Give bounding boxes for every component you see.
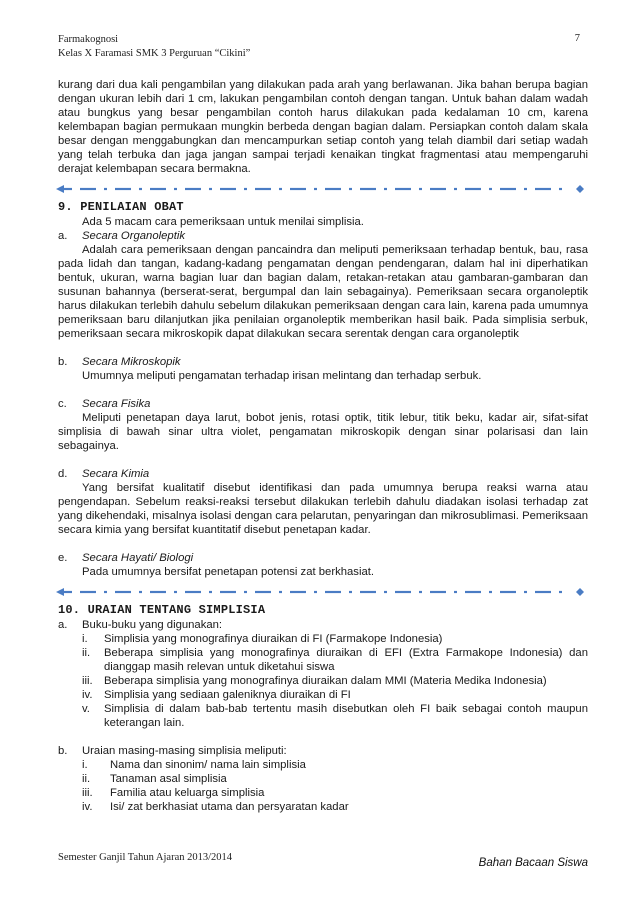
list-marker: iii. xyxy=(82,787,93,799)
section-9-title: 9. PENILAIAN OBAT xyxy=(58,200,184,214)
divider-line-icon xyxy=(54,181,588,197)
footer-label: Bahan Bacaan Siswa xyxy=(478,857,588,869)
list-marker: iii. xyxy=(82,675,93,687)
list-marker: i. xyxy=(82,759,88,771)
list-item xyxy=(82,632,588,646)
page-number: 7 xyxy=(574,33,580,44)
item-letter: e. xyxy=(58,552,68,564)
item-body: Yang bersifat kualitatif disebut identifikasi dan pada umumnya berupa reaksi warna atau pengendapan. Sebelum reaksi-reaksi tersebut dilakukan terlebih dahulu diadakan isolasi terhadap zat yang dikehendaki, misalnya isolasi dengan cara pelarutan, penyaringan dan mikrosublimasi. Pemeriksaan secara kimia yang bersifat kuantitatif disebut penetapan kadar. xyxy=(58,482,588,536)
list-text: Beberapa simplisia yang monografinya diuraikan di EFI (Extra Farmakope Indonesia) dan dianggap masih relevan untuk diketahui siswa xyxy=(104,647,588,673)
list-marker: ii. xyxy=(82,773,91,785)
list-marker: i. xyxy=(82,633,88,645)
list-item xyxy=(82,772,588,786)
books-list xyxy=(82,632,588,730)
footer-semester: Semester Ganjil Tahun Ajaran 2013/2014 xyxy=(58,852,233,863)
list-marker: iv. xyxy=(82,801,93,813)
item-title: Secara Kimia xyxy=(82,468,150,480)
intro-paragraph: kurang dari dua kali pengambilan yang dilakukan pada arah yang berlawanan. Jika bahan berupa bagian dengan ukuran lebih dari 1 cm, lakukan pengambilan contoh dengan tangan. Untuk bahan dalam wadah atau bungkus yang besar pengambilan contoh harus dilakukan pada kedalaman 10 cm, karena kelembapan bagian permukaan mungkin berbeda dengan bagian dalam. Persiapkan contoh dalam skala besar dengan menggabungkan dan mencampurkan setiap contoh yang telah diambil dari setiap wadah yang telah terbuka dan jaga jangan sampai terjadi kenaikan tingkat fragmentasi atau mempengaruhi derajat kelembapan secara bermakna. xyxy=(58,79,588,175)
header-class: Kelas X Faramasi SMK 3 Perguruan “Cikini” xyxy=(58,48,251,59)
item-body: Meliputi penetapan daya larut, bobot jenis, rotasi optik, titik lebur, titik beku, kadar air, sifat-sifat simplisia di bawah sinar ultra violet, pengamatan mikroskopik dengan sinar polarisasi dan lain sebagainya. xyxy=(58,412,588,452)
list-text: Tanaman asal simplisia xyxy=(110,773,227,785)
part-text: Uraian masing-masing simplisia meliputi: xyxy=(82,745,287,757)
section-divider xyxy=(58,181,588,197)
section-9-lead: Ada 5 macam cara pemeriksaan untuk menilai simplisia. xyxy=(82,216,364,228)
section-9-item-c xyxy=(58,397,588,453)
section-9-item-d xyxy=(58,467,588,537)
item-title: Secara Mikroskopik xyxy=(82,356,181,368)
list-text: Familia atau keluarga simplisia xyxy=(110,787,265,799)
page-body xyxy=(58,78,588,814)
item-body: Pada umumnya bersifat penetapan potensi zat berkhasiat. xyxy=(82,566,375,578)
list-text: Beberapa simplisia yang monografinya diuraikan dalam MMI (Materia Medika Indonesia) xyxy=(104,675,547,687)
list-text: Simplisia di dalam bab-bab tertentu masih disebutkan oleh FI baik sebagai contoh maupun keterangan lain. xyxy=(104,703,588,729)
section-10-title: 10. URAIAN TENTANG SIMPLISIA xyxy=(58,603,266,617)
section-9-item-a xyxy=(58,229,588,341)
section-10-part-b xyxy=(58,744,588,814)
description-list xyxy=(82,758,588,814)
header-subject: Farmakognosi xyxy=(58,34,119,45)
part-letter: a. xyxy=(58,619,68,631)
list-marker: iv. xyxy=(82,689,93,701)
list-item xyxy=(82,688,588,702)
item-body: Umumnya meliputi pengamatan terhadap irisan melintang dan terhadap serbuk. xyxy=(82,370,482,382)
item-title: Secara Hayati/ Biologi xyxy=(82,552,194,564)
list-marker: v. xyxy=(82,703,90,715)
list-item xyxy=(82,702,588,730)
section-divider xyxy=(58,584,588,600)
list-item xyxy=(82,674,588,688)
list-item xyxy=(82,646,588,674)
part-text: Buku-buku yang digunakan: xyxy=(82,619,223,631)
list-text: Nama dan sinonim/ nama lain simplisia xyxy=(110,759,306,771)
section-10-part-a xyxy=(58,618,588,730)
item-title: Secara Organoleptik xyxy=(82,230,185,242)
running-header xyxy=(58,33,250,61)
section-9-item-e xyxy=(58,551,588,579)
item-letter: c. xyxy=(58,398,67,410)
item-letter: d. xyxy=(58,468,68,480)
item-letter: b. xyxy=(58,356,68,368)
list-item xyxy=(82,758,588,772)
divider-line-icon xyxy=(54,584,588,600)
part-letter: b. xyxy=(58,745,68,757)
list-text: Simplisia yang sediaan galeniknya diuraikan di FI xyxy=(104,689,351,701)
list-item xyxy=(82,786,588,800)
section-9-item-b xyxy=(58,355,588,383)
list-text: Simplisia yang monografinya diuraikan di FI (Farmakope Indonesia) xyxy=(104,633,443,645)
item-letter: a. xyxy=(58,230,68,242)
list-text: Isi/ zat berkhasiat utama dan persyaratan kadar xyxy=(110,801,349,813)
list-item xyxy=(82,800,588,814)
item-title: Secara Fisika xyxy=(82,398,151,410)
list-marker: ii. xyxy=(82,647,91,659)
item-body: Adalah cara pemeriksaan dengan pancaindra dan meliputi pemeriksaan terhadap bentuk, bau, rasa pada lidah dan tangan, kadang-kadang pengamatan dengan pendengaran, dalam hal ini diperhatikan bentuk, ukuran, warna bagian luar dan bagian dalam, retakan-retakan atau gambaran-gambaran dan susunan bahannya (berserat-serat, bergumpal dan lain sebagainya). Pemeriksaan secara organoleptik harus dilakukan terlebih dahulu sebelum dilakukan pemeriksaan dengan cara lain, karena pada umumnya pemeriksaan baru dilanjutkan jika penilaian organoleptik memberikan hasil baik. Pada simplisia serbuk, pemeriksaan secara mikroskopik dapat dilakukan secara serentak dengan cara organoleptik xyxy=(58,244,588,340)
